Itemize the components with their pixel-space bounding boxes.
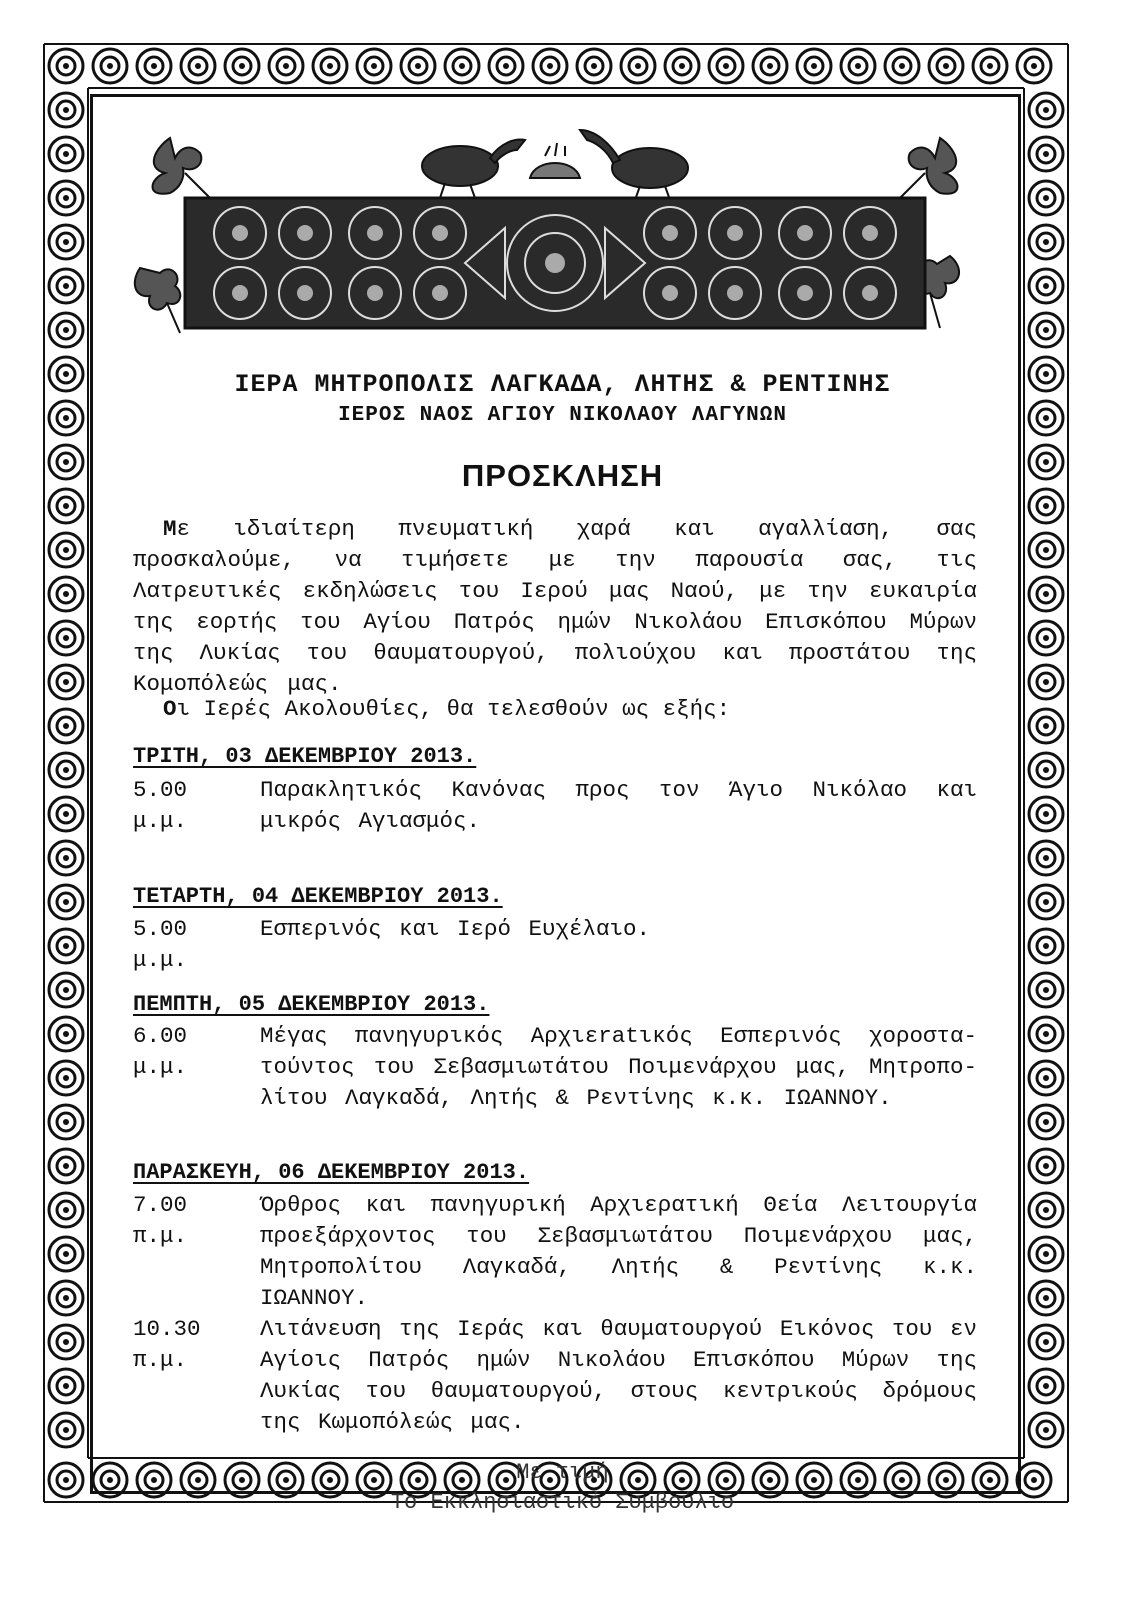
border-motif-icon xyxy=(489,49,523,83)
border-motif-icon xyxy=(1029,797,1063,831)
border-motif-icon xyxy=(357,49,391,83)
day-heading: ΠΕΜΠΤΗ, 05 ΔΕΚΕΜΒΡΙΟΥ 2013. xyxy=(133,992,490,1017)
church-title: ΙΕΡΟΣ ΝΑΟΣ ΑΓΙΟΥ ΝΙΚΟΛΑΟΥ ΛΑΓΥΝΩΝ xyxy=(338,404,787,427)
schedule-row xyxy=(133,1190,977,1314)
border-motif-icon xyxy=(841,49,875,83)
schedule-time: 7.00 π.μ. xyxy=(133,1192,188,1249)
intro-drop-letter: Μ xyxy=(163,516,177,542)
border-motif-icon xyxy=(49,929,83,963)
intro-paragraph xyxy=(133,514,977,700)
border-motif-icon xyxy=(401,49,435,83)
border-motif-icon xyxy=(1029,1369,1063,1403)
border-motif-icon xyxy=(49,1061,83,1095)
border-motif-icon xyxy=(49,621,83,655)
border-motif-icon xyxy=(49,1193,83,1227)
schedule-description: Μέγας πανηγυρικός Αρχιεratικός Εσπερινός χοροστα-τούντος του Σεβασμιωτάτου Ποιμενάρχου μας, Μητροπο-λίτου Λαγκαδά, Λητής & Ρεντίνης κ.κ. ΙΩΑΝΝΟΥ. xyxy=(260,1023,977,1111)
border-motif-icon xyxy=(49,1413,83,1447)
border-motif-icon xyxy=(137,49,171,83)
border-motif-icon xyxy=(49,973,83,1007)
border-motif-icon xyxy=(1029,1413,1063,1447)
border-motif-icon xyxy=(1029,533,1063,567)
border-motif-icon xyxy=(1029,709,1063,743)
intro-schedule-line xyxy=(133,694,977,725)
border-motif-icon xyxy=(885,49,919,83)
border-motif-icon xyxy=(269,49,303,83)
border-motif-icon xyxy=(621,49,655,83)
border-motif-icon xyxy=(1029,489,1063,523)
border-motif-icon xyxy=(49,577,83,611)
border-motif-icon xyxy=(49,885,83,919)
border-motif-icon xyxy=(1029,1105,1063,1139)
border-motif-icon xyxy=(1029,1193,1063,1227)
border-motif-icon xyxy=(49,313,83,347)
border-motif-icon xyxy=(753,49,787,83)
intro2-text: ι Ιερές Ακολουθίες, θα τελεσθούν ως εξής: xyxy=(176,696,731,722)
border-motif-icon xyxy=(49,1281,83,1315)
birds-icon xyxy=(422,130,688,200)
header-ornament-image xyxy=(125,118,985,350)
schedule-description: Εσπερινός και Ιερό Ευχέλαιο. xyxy=(260,916,651,942)
border-motif-icon xyxy=(533,49,567,83)
border-motif-icon xyxy=(49,49,83,83)
border-motif-icon xyxy=(1029,753,1063,787)
day-heading: ΤΡΙΤΗ, 03 ΔΕΚΕΜΒΡΙΟΥ 2013. xyxy=(133,744,477,769)
border-motif-icon xyxy=(1029,269,1063,303)
border-motif-icon xyxy=(1029,1061,1063,1095)
border-motif-icon xyxy=(49,1017,83,1051)
border-motif-icon xyxy=(1029,1149,1063,1183)
border-motif-icon xyxy=(93,49,127,83)
schedule-description: Παρακλητικός Κανόνας προς τον Άγιο Νικόλαο και μικρός Αγιασμός. xyxy=(260,777,977,834)
schedule-description: Λιτάνευση της Ιεράς και θαυματουργού Εικόνος του εν Αγίοις Πατρός ημών Νικολάου Επισκόπου Μύρων της Λυκίας του θαυματουργού, στους κεντρικούς δρόμους της Κωμοπόλεώς μας. xyxy=(260,1316,977,1435)
border-motif-icon xyxy=(49,93,83,127)
border-motif-icon xyxy=(49,1325,83,1359)
border-motif-icon xyxy=(49,665,83,699)
border-motif-icon xyxy=(49,225,83,259)
border-motif-icon xyxy=(1029,137,1063,171)
border-motif-icon xyxy=(49,841,83,875)
border-motif-icon xyxy=(49,533,83,567)
border-motif-icon xyxy=(1029,1237,1063,1271)
border-motif-icon xyxy=(1029,225,1063,259)
border-motif-icon xyxy=(1029,93,1063,127)
border-motif-icon xyxy=(49,753,83,787)
border-motif-icon xyxy=(1029,1281,1063,1315)
border-motif-icon xyxy=(1029,885,1063,919)
schedule-row xyxy=(133,1021,977,1145)
border-motif-icon xyxy=(49,181,83,215)
border-motif-icon xyxy=(1029,313,1063,347)
border-motif-icon xyxy=(49,1105,83,1139)
border-motif-icon xyxy=(1029,929,1063,963)
schedule-time: 5.00 μ.μ. xyxy=(133,777,188,834)
schedule-row xyxy=(133,1314,977,1438)
border-motif-icon xyxy=(49,1237,83,1271)
border-motif-icon xyxy=(49,1369,83,1403)
border-motif-icon xyxy=(973,49,1007,83)
schedule-time: 5.00 μ.μ. xyxy=(133,916,188,973)
border-motif-icon xyxy=(49,797,83,831)
border-motif-icon xyxy=(49,137,83,171)
border-motif-icon xyxy=(709,49,743,83)
day-heading: ΠΑΡΑΣΚΕΥΗ, 06 ΔΕΚΕΜΒΡΙΟΥ 2013. xyxy=(133,1160,530,1185)
schedule-time: 6.00 μ.μ. xyxy=(133,1023,188,1080)
border-motif-icon xyxy=(1029,665,1063,699)
border-motif-icon xyxy=(1029,973,1063,1007)
border-motif-icon xyxy=(1017,49,1051,83)
border-motif-icon xyxy=(577,49,611,83)
border-motif-icon xyxy=(49,1149,83,1183)
invitation-heading: ΠΡΟΣΚΛΗΣΗ xyxy=(461,458,664,493)
closing-line: Με τιμή xyxy=(516,1460,609,1485)
border-motif-icon xyxy=(49,489,83,523)
metropolis-title: ΙΕΡΑ ΜΗΤΡΟΠΟΛΙΣ ΛΑΓΚΑΔΑ, ΛΗΤΗΣ & ΡΕΝΤΙΝΗΣ xyxy=(234,370,891,399)
border-motif-icon xyxy=(1029,1325,1063,1359)
border-motif-icon xyxy=(929,49,963,83)
schedule-row xyxy=(133,775,977,837)
border-motif-icon xyxy=(1029,181,1063,215)
border-motif-icon xyxy=(49,709,83,743)
border-motif-icon xyxy=(445,49,479,83)
border-motif-icon xyxy=(181,49,215,83)
border-motif-icon xyxy=(225,49,259,83)
schedule-time: 10.30 π.μ. xyxy=(133,1316,201,1373)
border-motif-icon xyxy=(1029,1017,1063,1051)
intro2-drop-letter: Ο xyxy=(163,696,177,722)
border-motif-icon xyxy=(797,49,831,83)
intro-text: ε ιδιαίτερη πνευματική χαρά και αγαλλίαση, σας προσκαλούμε, να τιμήσετε με την παρουσία σας, τις Λατρευτικές εκδηλώσεις του Ιερού μας Ναού, με την ευκαιρία της εορτής του Αγίου Πατρός ημών Νικολάου Επισκόπου Μύρων της Λυκίας του θαυματουργού, πολιούχου και προστάτου της Κομοπόλεώς μας. xyxy=(133,516,977,697)
border-motif-icon xyxy=(665,49,699,83)
border-motif-icon xyxy=(1029,621,1063,655)
signature-line: Το Εκκλησιαστικό Συμβούλιο xyxy=(390,1490,735,1515)
day-heading: ΤΕΤΑΡΤΗ, 04 ΔΕΚΕΜΒΡΙΟΥ 2013. xyxy=(133,884,503,909)
border-motif-icon xyxy=(1029,841,1063,875)
schedule-row xyxy=(133,914,977,976)
border-motif-icon xyxy=(313,49,347,83)
schedule-description: Όρθρος και πανηγυρική Αρχιερατική Θεία Λειτουργία προεξάρχοντος του Σεβασμιωτάτου Ποιμενάρχου μας, Μητροπολίτου Λαγκαδά, Λητής & Ρεντίνης κ.κ. ΙΩΑΝΝΟΥ. xyxy=(260,1192,977,1311)
border-motif-icon xyxy=(49,269,83,303)
border-motif-icon xyxy=(1029,577,1063,611)
